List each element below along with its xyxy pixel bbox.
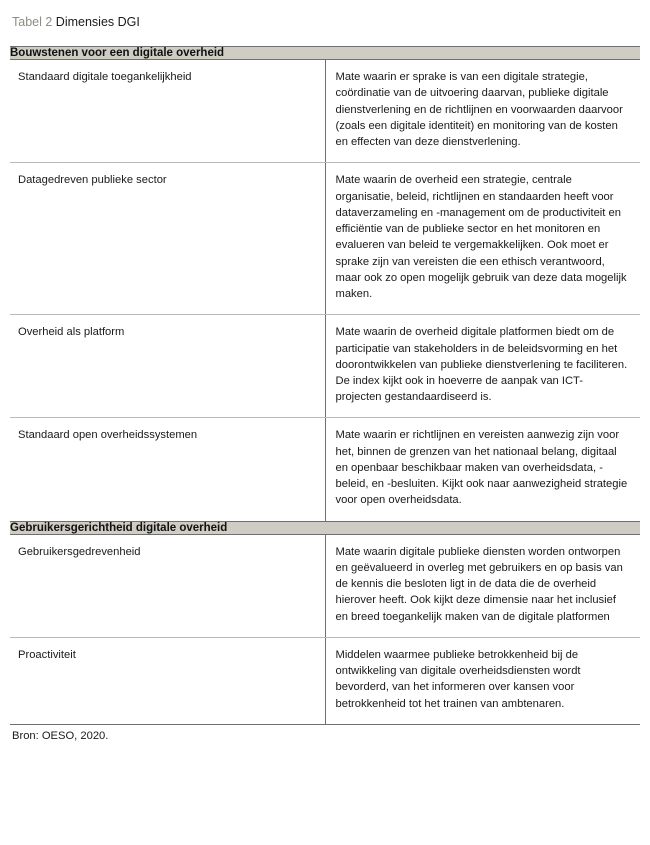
table-source-note: Bron: OESO, 2020.: [12, 729, 109, 742]
section-header-bouwstenen: Bouwstenen voor een digitale overheid: [10, 47, 640, 60]
table-row: [10, 637, 640, 723]
table-caption: [12, 14, 640, 30]
section-header-gebruikersgerichtheid: Gebruikersgerichtheid digitale overheid: [10, 521, 640, 534]
table-row: [10, 315, 640, 418]
dimension-label: Proactiviteit: [10, 637, 325, 723]
dimension-label: Standaard digitale toegankelijkheid: [10, 60, 325, 163]
dimension-label: Overheid als platform: [10, 315, 325, 418]
dimension-description: Mate waarin er sprake is van een digitale strategie, coördinatie van de uitvoering daarvan, publieke digitale dienstverlening en de richtlijnen en voorwaarden daarvoor (zoals een digitale identiteit) en monitoring van de kosten en effecten van deze dienstverlening.: [325, 60, 640, 163]
dimension-label: Standaard open overheidssystemen: [10, 418, 325, 521]
table-row: [10, 163, 640, 315]
dimension-label: Datagedreven publieke sector: [10, 163, 325, 315]
table-row: [10, 534, 640, 637]
caption-title: Dimensies DGI: [55, 15, 140, 29]
caption-label: Tabel 2: [12, 15, 53, 29]
dimension-description: Middelen waarmee publieke betrokkenheid bij de ontwikkeling van digitale overheidsdiensten wordt bevorderd, van het informeren over kansen voor betrokkenheid tot het trainen van ambtenaren.: [335, 648, 581, 710]
dimension-label: Gebruikersgedrevenheid: [10, 534, 325, 637]
section-header-row: [10, 521, 640, 534]
dimension-description: Mate waarin digitale publieke diensten worden ontworpen en geëvalueerd in overleg met gebruikers en op basis van de kennis die besloten ligt in de data die de overheid hierover heeft. Ook kijkt deze dimensie naar het inclusief en breed toegankelijk maken van de digitale platformen: [325, 534, 640, 637]
dimensies-dgi-table: [10, 46, 640, 724]
table-row: [10, 60, 640, 163]
section-header-row: [10, 47, 640, 60]
dimension-description: Mate waarin de overheid digitale platformen biedt om de participatie van stakeholders in de beleidsvorming en het doorontwikkelen van publieke dienstverlening te faciliteren. De index kijkt ook in hoeverre de aanpak van ICT-projecten gestandaardiseerd is.: [325, 315, 640, 418]
dimension-description: Mate waarin de overheid een strategie, centrale organisatie, beleid, richtlijnen en standaarden heeft voor dataverzameling en -management om de productiviteit en efficiëntie van de publieke sector en het monitoren en evalueren van beleid te vergemakkelijken. Ook moet er sprake zijn van vereisten die een ethisch verantwoord, maar ook zo open mogelijk gebruik van deze data mogelijk maken.: [325, 163, 640, 315]
dimension-description: Mate waarin er richtlijnen en vereisten aanwezig zijn voor het, binnen de grenzen van het nationaal belang, digitaal en openbaar beschikbaar maken van overheidsdata, -beleid, en -besluiten. Kijkt ook naar aanwezigheid strategie voor open overheidsdata.: [335, 429, 628, 507]
table-row: [10, 418, 640, 521]
table-bottom-rule: [10, 724, 640, 725]
